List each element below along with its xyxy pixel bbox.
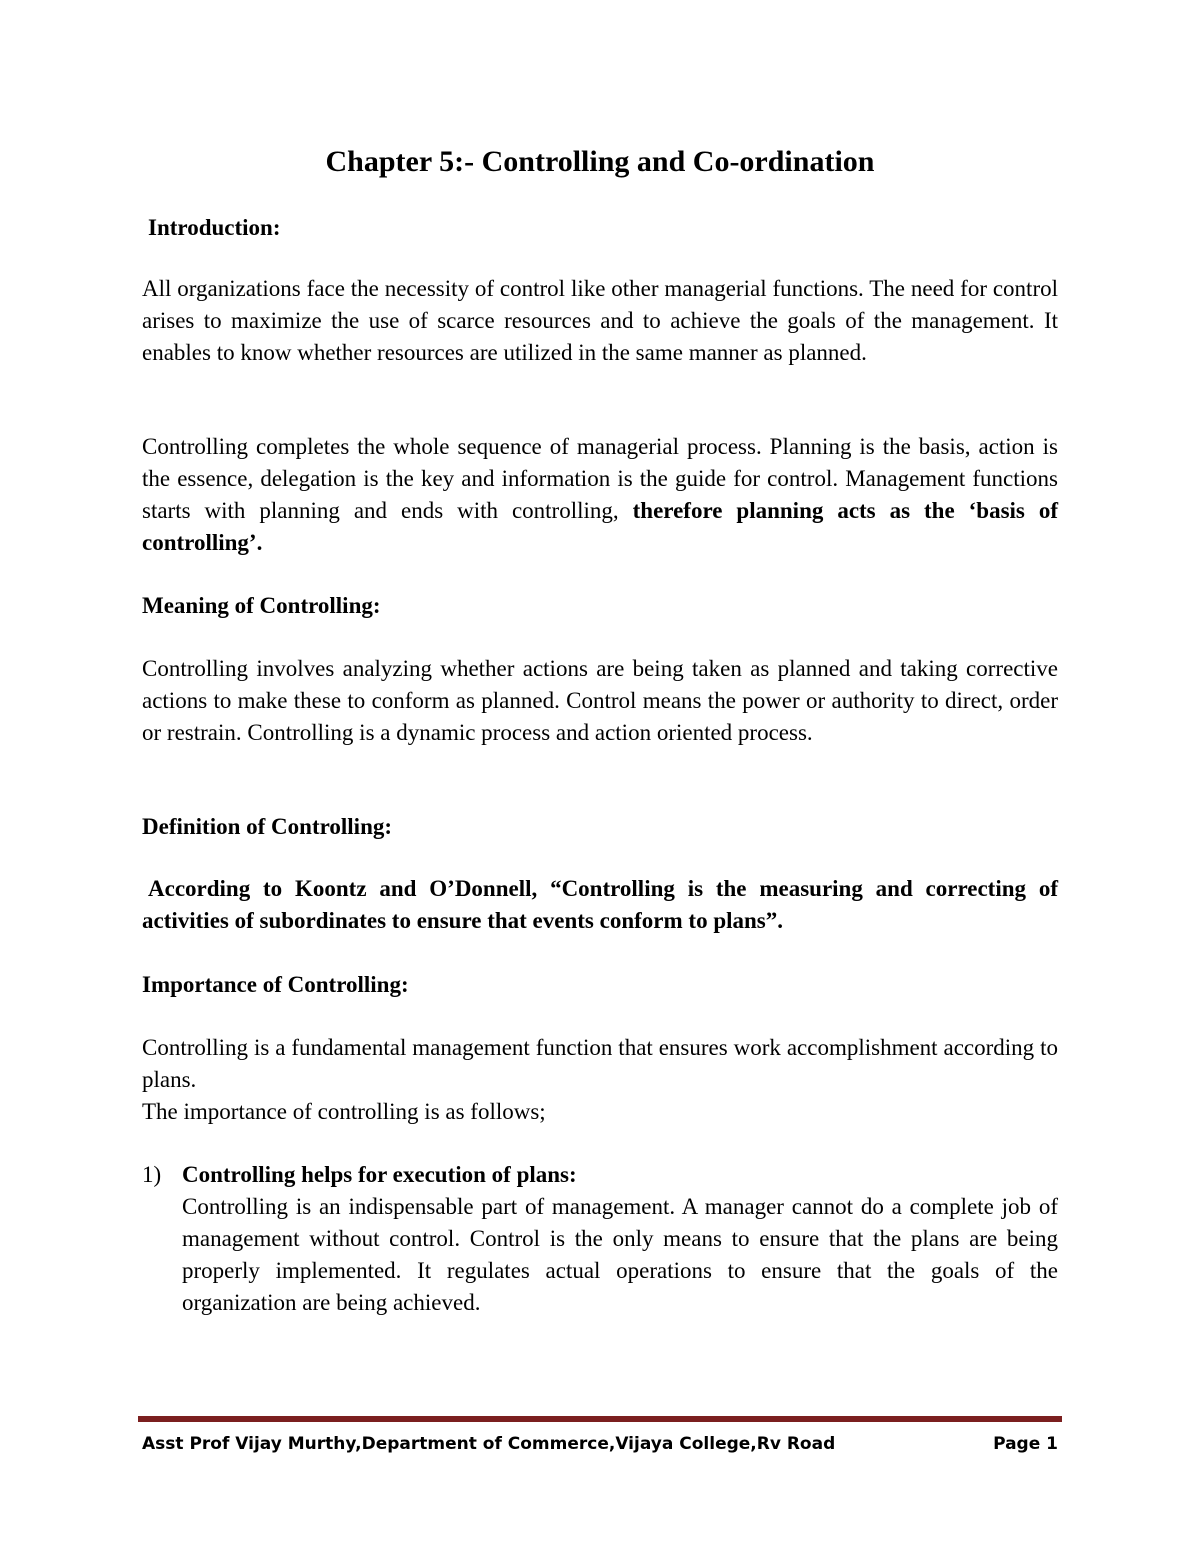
introduction-heading: Introduction:	[148, 215, 281, 240]
definition-heading: Definition of Controlling:	[142, 814, 393, 839]
list-item-content	[182, 1159, 1058, 1319]
introduction-paragraph-2-bold: therefore planning acts as the ‘basis of controlling’.	[142, 498, 1058, 555]
footer-page-number: Page 1	[993, 1434, 1058, 1454]
meaning-paragraph: Controlling involves analyzing whether actions are being taken as planned and taking corrective actions to make these to conform as planned. Control means the power or authority to direct, order or restrain. Controlling is a dynamic process and action oriented process.	[142, 656, 1058, 745]
importance-heading: Importance of Controlling:	[142, 972, 409, 997]
meaning-heading: Meaning of Controlling:	[142, 593, 381, 618]
footer-divider	[138, 1416, 1062, 1422]
list-item-heading: Controlling helps for execution of plans:	[182, 1162, 577, 1187]
introduction-paragraph-1: All organizations face the necessity of control like other managerial functions. The need for control arises to maximize the use of scarce resources and to achieve the goals of the management. It enables to know whether resources are utilized in the same manner as planned.	[142, 276, 1058, 365]
list-item-number: 1)	[142, 1162, 162, 1187]
list-item-body: Controlling is an indispensable part of management. A manager cannot do a complete job of management without control. Control is the only means to ensure that the plans are being properly implemented. It regulates actual operations to ensure that the goals of the organization are being achieved.	[182, 1194, 1058, 1315]
footer-author: Asst Prof Vijay Murthy,Department of Commerce,Vijaya College,Rv Road	[142, 1434, 836, 1454]
definition-paragraph-text: According to Koontz and O’Donnell, “Controlling is the measuring and correcting of activities of subordinates to ensure that events conform to plans”.	[142, 876, 1058, 933]
importance-paragraph-1-text: Controlling is a fundamental management function that ensures work accomplishment according to plans.	[142, 1035, 1058, 1092]
page-title: Chapter 5:- Controlling and Co-ordination	[325, 145, 875, 178]
introduction-paragraph-2-text: Controlling completes the whole sequence of managerial process. Planning is the basis, action is the essence, delegation is the key and information is the guide for control. Management functions starts with planning and ends with controlling,	[142, 434, 1058, 523]
introduction-paragraph-2	[142, 431, 1058, 559]
definition-paragraph	[142, 873, 1058, 937]
importance-paragraph-1	[142, 1032, 1058, 1096]
importance-paragraph-2: The importance of controlling is as follows;	[142, 1099, 546, 1124]
